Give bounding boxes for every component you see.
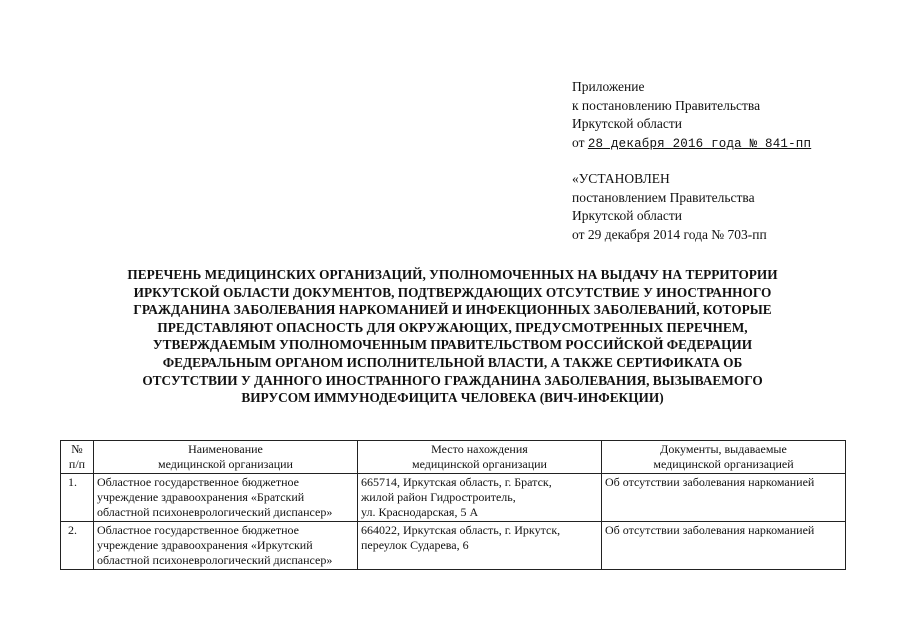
cell-line: 664022, Иркутская область, г. Иркутск, bbox=[361, 523, 561, 537]
header-num-line: п/п bbox=[68, 457, 86, 471]
cell-line: Областное государственное бюджетное bbox=[97, 523, 299, 537]
header-num-line: № bbox=[71, 442, 83, 456]
cell-line: Об отсутствии заболевания наркоманией bbox=[605, 475, 815, 489]
established-line-3: Иркутской области bbox=[572, 208, 683, 223]
table-row bbox=[61, 474, 846, 522]
title-line: ОТСУТСТВИИ У ДАННОГО ИНОСТРАННОГО ГРАЖДАНИНА ЗАБОЛЕВАНИЯ, ВЫЗЫВАЕМОГО bbox=[142, 372, 763, 388]
header-address-line: медицинской организации bbox=[412, 457, 547, 471]
appendix-line-2: к постановлению Правительства bbox=[572, 97, 761, 113]
established-line-1: «УСТАНОВЛЕН bbox=[572, 171, 670, 186]
title-line: ПЕРЕЧЕНЬ МЕДИЦИНСКИХ ОРГАНИЗАЦИЙ, УПОЛНОМОЧЕННЫХ НА ВЫДАЧУ НА ТЕРРИТОРИИ bbox=[127, 267, 778, 282]
title-line: ПРЕДСТАВЛЯЮТ ОПАСНОСТЬ ДЛЯ ОКРУЖАЮЩИХ, ПРЕДУСМОТРЕННЫХ ПЕРЕЧНЕМ, bbox=[157, 319, 748, 335]
cell-line: переулок Сударева, 6 bbox=[361, 538, 469, 552]
cell-line: учреждение здравоохранения «Братский bbox=[97, 490, 305, 504]
title-line: ФЕДЕРАЛЬНЫМ ОРГАНОМ ИСПОЛНИТЕЛЬНОЙ ВЛАСТИ, А ТАКЖЕ СЕРТИФИКАТА ОБ bbox=[162, 354, 743, 370]
appendix-block bbox=[572, 78, 811, 153]
header-documents bbox=[602, 441, 846, 474]
row-organization-name bbox=[94, 474, 358, 522]
row-documents bbox=[602, 474, 846, 522]
header-name-line: Наименование bbox=[188, 442, 263, 456]
header-name bbox=[94, 441, 358, 474]
title-line: ИРКУТСКОЙ ОБЛАСТИ ДОКУМЕНТОВ, ПОДТВЕРЖДАЮЩИХ ОТСУТСТВИЕ У ИНОСТРАННОГО bbox=[133, 284, 772, 300]
cell-line: учреждение здравоохранения «Иркутский bbox=[97, 538, 313, 552]
table-header-row bbox=[61, 441, 846, 474]
organizations-table bbox=[60, 440, 846, 570]
appendix-line-3: Иркутской области bbox=[572, 116, 683, 131]
established-line-4: от 29 декабря 2014 года № 703-пп bbox=[572, 226, 767, 242]
established-block bbox=[572, 170, 767, 244]
row-documents bbox=[602, 522, 846, 570]
header-address bbox=[358, 441, 602, 474]
appendix-line-1: Приложение bbox=[572, 79, 645, 94]
appendix-date-number: 28 декабря 2016 года № 841-пп bbox=[587, 136, 812, 151]
title-line: ВИРУСОМ ИММУНОДЕФИЦИТА ЧЕЛОВЕКА (ВИЧ-ИНФЕКЦИИ) bbox=[241, 390, 664, 406]
appendix-from-prefix: от bbox=[572, 134, 585, 150]
cell-line: областной психоневрологический диспансер» bbox=[97, 553, 333, 567]
row-number: 1. bbox=[61, 474, 94, 522]
cell-line: жилой район Гидростроитель, bbox=[361, 490, 516, 504]
row-number: 2. bbox=[61, 522, 94, 570]
appendix-date-line bbox=[572, 134, 811, 154]
header-name-line: медицинской организации bbox=[158, 457, 293, 471]
header-documents-line: медицинской организацией bbox=[653, 457, 794, 471]
cell-line: ул. Краснодарская, 5 А bbox=[361, 505, 479, 519]
header-documents-line: Документы, выдаваемые bbox=[660, 442, 787, 456]
cell-line: 665714, Иркутская область, г. Братск, bbox=[361, 475, 552, 489]
row-address bbox=[358, 522, 602, 570]
cell-line: Областное государственное бюджетное bbox=[97, 475, 299, 489]
header-address-line: Место нахождения bbox=[431, 442, 528, 456]
header-num bbox=[61, 441, 94, 474]
table-row bbox=[61, 522, 846, 570]
row-address bbox=[358, 474, 602, 522]
established-line-2: постановлением Правительства bbox=[572, 189, 755, 205]
document-title bbox=[60, 266, 845, 407]
title-line: ГРАЖДАНИНА ЗАБОЛЕВАНИЯ НАРКОМАНИЕЙ И ИНФЕКЦИОННЫХ ЗАБОЛЕВАНИЙ, КОТОРЫЕ bbox=[133, 302, 772, 318]
title-line: УТВЕРЖДАЕМЫМ УПОЛНОМОЧЕННЫМ ПРАВИТЕЛЬСТВОМ РОССИЙСКОЙ ФЕДЕРАЦИИ bbox=[152, 337, 753, 353]
cell-line: Об отсутствии заболевания наркоманией bbox=[605, 523, 815, 537]
cell-line: областной психоневрологический диспансер» bbox=[97, 505, 333, 519]
row-organization-name bbox=[94, 522, 358, 570]
